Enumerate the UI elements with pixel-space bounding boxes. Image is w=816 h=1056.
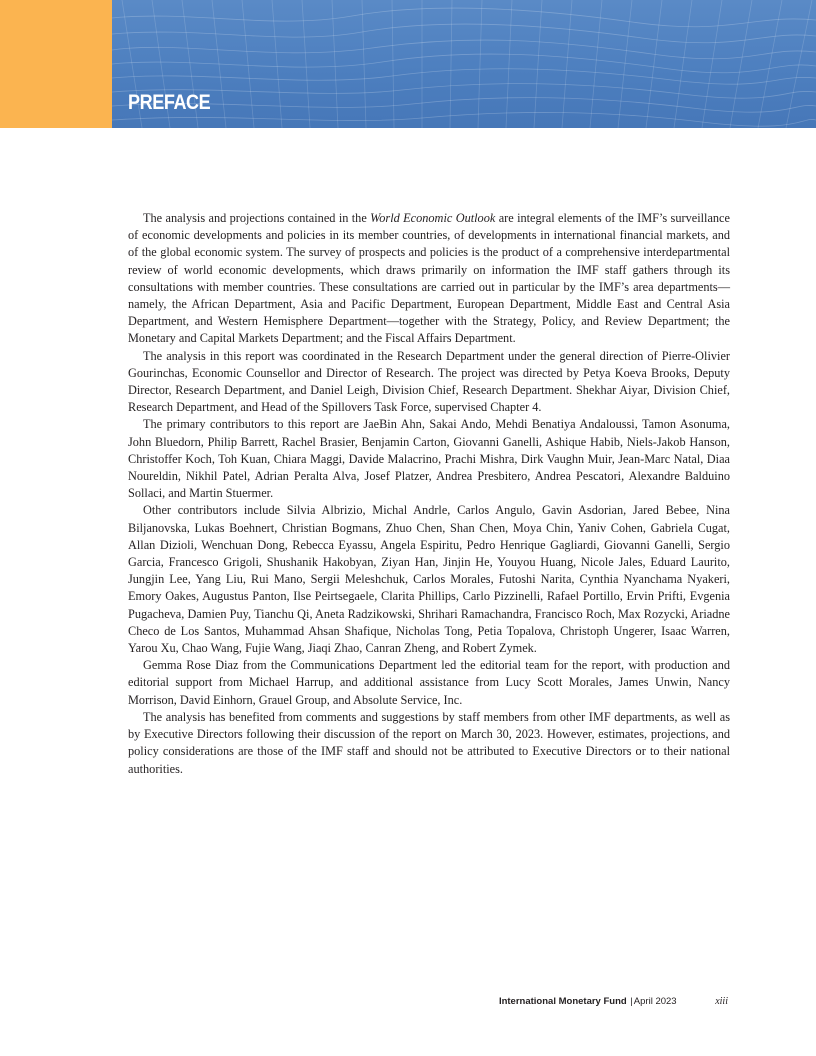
- paragraph-4: Other contributors include Silvia Albrizio, Michal Andrle, Carlos Angulo, Gavin Asdorian, Jared Bebee, Nina Biljanovska, Lukas Boehnert, Christian Bogmans, Zhuo Chen, Shan Chen, Moya Chin, Yaniv Cohen, Gabriela Cugat, Allan Dizioli, Wenchuan Dong, Rebecca Eyassu, Angela Espiritu, Pedro Henrique Gagliardi, Giovanni Ganelli, Sergio Garcia, Francesco Grigoli, Shushanik Hakobyan, Ziyan Han, Jinjin He, Youyou Huang, Nicole Jales, Eduard Laurito, Jungjin Lee, Yang Liu, Rui Mano, Sergii Meleshchuk, Carlos Morales, Futoshi Narita, Cynthia Nyanchama Nyakeri, Emory Oakes, Augustus Panton, Ilse Peirtsegaele, Clarita Phillips, Carlo Pizzinelli, Rafael Portillo, Ervin Prifti, Evgenia Pugacheva, Damien Puy, Tianchu Qi, Aneta Radzikowski, Shrihari Ramachandra, Francisco Roch, Max Rozycki, Ariadne Checo de Los Santos, Muhammad Ahsan Shafique, Nicholas Tong, Petia Topalova, Christoph Ungerer, Isaac Warren, Yarou Xu, Chao Wang, Fujie Wang, Jiaqi Zhao, Canran Zheng, and Robert Zymek.: [128, 503, 730, 656]
- wireframe-wave-graphic: [112, 0, 816, 128]
- publication-title: World Economic Outlook: [370, 211, 496, 225]
- paragraph-6: The analysis has benefited from comments and suggestions by staff members from other IMF departments, as well as by Executive Directors following their discussion of the report on March 30, 2023. However, estimates, projections, and policy considerations are those of the IMF staff and should not be attributed to Executive Directors or to their national authorities.: [128, 709, 730, 776]
- paragraph-5: Gemma Rose Diaz from the Communications Department led the editorial team for the report, with production and editorial support from Michael Harrup, and additional assistance from Lucy Scott Morales, James Unwin, Nancy Morrison, David Einhorn, Grauel Group, and Absolute Service, Inc.: [128, 658, 730, 707]
- paragraph-1-lead: The analysis and projections contained in the: [143, 211, 371, 225]
- page-number: xiii: [715, 996, 728, 1007]
- footer-date: April 2023: [633, 996, 677, 1007]
- header-banner: [112, 0, 816, 128]
- paragraph-3: The primary contributors to this report are JaeBin Ahn, Sakai Ando, Mehdi Benatiya Andaloussi, Tamon Asonuma, John Bluedorn, Philip Barrett, Rachel Brasier, Benjamin Carton, Giovanni Ganelli, Ashique Habib, Niels-Jakob Hanson, Christoffer Koch, Toh Kuan, Chiara Maggi, Davide Malacrino, Prachi Mishra, Dirk Vaughn Muir, Jean-Marc Natal, Diaa Noureldin, Nikhil Patel, Adrian Peralta Alva, Josef Platzer, Andrea Presbitero, Andrea Pescatori, Alexandre Balduino Sollaci, and Martin Stuermer.: [128, 417, 730, 501]
- preface-body: [128, 210, 730, 778]
- page-footer: [499, 996, 728, 1007]
- footer-organization: International Monetary Fund: [498, 996, 627, 1007]
- paragraph-1-rest: are integral elements of the IMF’s surveillance of economic developments and policies in its member countries, of developments in international financial markets, and of the global economic system. The survey of prospects and policies is the product of a comprehensive interdepartmental review of world economic developments, which draws primarily on information the IMF staff gathers through its consultations with member countries. These consultations are carried out in particular by the IMF’s area departments—namely, the African Department, Asia and Pacific Department, European Department, Middle East and Central Asia Department, and Western Hemisphere Department—together with the Strategy, Policy, and Review Department; the Monetary and Capital Markets Department; and the Fiscal Affairs Department.: [128, 211, 730, 346]
- footer-separator: |: [630, 996, 633, 1007]
- page-header: [0, 0, 816, 128]
- paragraph-1: [128, 210, 730, 348]
- paragraph-2: The analysis in this report was coordinated in the Research Department under the general direction of Pierre-Olivier Gourinchas, Economic Counsellor and Director of Research. The project was directed by Petya Koeva Brooks, Deputy Director, Research Department, and Daniel Leigh, Division Chief, Research Department. Shekhar Aiyar, Division Chief, Research Department, and Head of the Spillovers Task Force, supervised Chapter 4.: [128, 348, 730, 415]
- accent-block: [0, 0, 112, 128]
- page-title: PREFACE: [128, 91, 211, 114]
